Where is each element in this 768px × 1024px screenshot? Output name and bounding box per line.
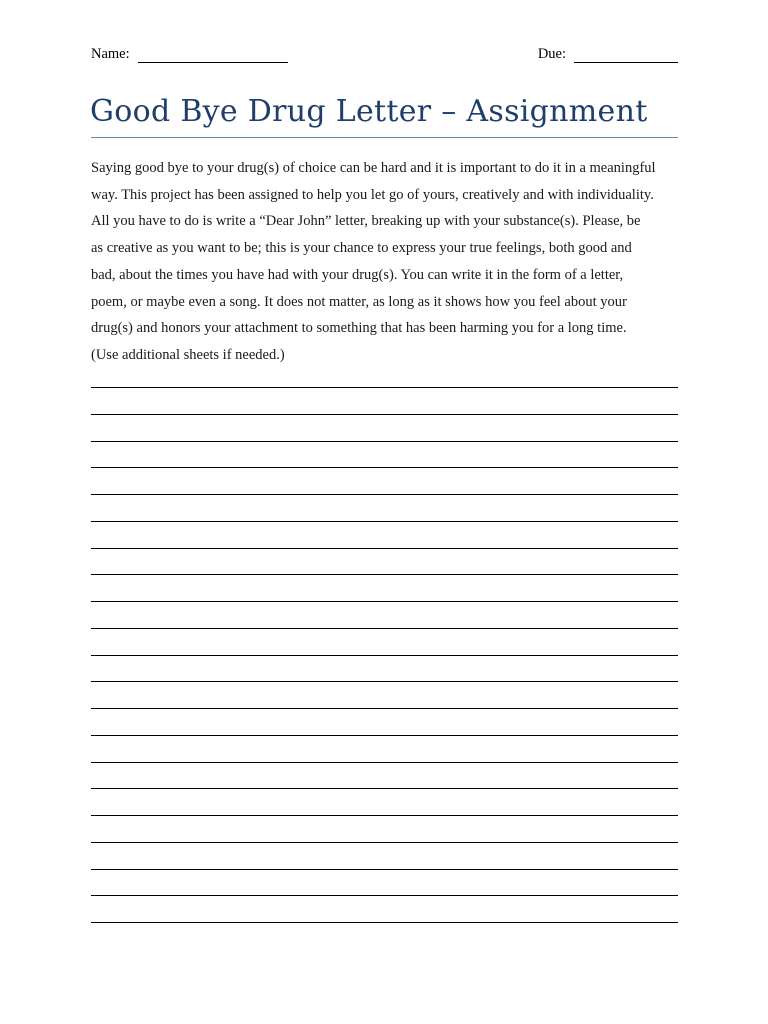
due-field [538, 46, 678, 63]
writing-line[interactable] [91, 869, 678, 870]
writing-line[interactable] [91, 574, 678, 575]
writing-line[interactable] [91, 788, 678, 789]
instructions-line: way. This project has been assigned to help you let go of yours, creatively and with individuality. [91, 186, 654, 203]
due-label: Due: [537, 46, 566, 62]
writing-line[interactable] [91, 815, 678, 816]
writing-line[interactable] [91, 922, 678, 923]
header-fields [91, 46, 678, 66]
instructions-line: All you have to do is write a “Dear John” letter, breaking up with your substance(s). Please, be [91, 213, 641, 230]
instructions-line: Saying good bye to your drug(s) of choice can be hard and it is important to do it in a meaningful [91, 160, 656, 176]
writing-line[interactable] [91, 762, 678, 763]
name-field [91, 46, 288, 63]
writing-line[interactable] [91, 655, 678, 656]
writing-line[interactable] [91, 681, 678, 682]
instructions-line: drug(s) and honors your attachment to something that has been harming you for a long time. [91, 320, 627, 337]
writing-line[interactable] [91, 387, 678, 388]
name-blank-line[interactable] [138, 46, 288, 63]
writing-line[interactable] [91, 842, 678, 843]
writing-line[interactable] [91, 708, 678, 709]
writing-line[interactable] [91, 521, 678, 522]
writing-line[interactable] [91, 735, 678, 736]
writing-line[interactable] [91, 494, 678, 495]
instructions-line: poem, or maybe even a song. It does not matter, as long as it shows how you feel about your [91, 293, 627, 310]
title-underline [91, 137, 678, 138]
writing-line[interactable] [91, 601, 678, 602]
writing-line[interactable] [91, 895, 678, 896]
instructions-line: as creative as you want to be; this is your chance to express your true feelings, both good and [91, 240, 632, 257]
instructions-line: (Use additional sheets if needed.) [91, 346, 285, 363]
due-blank-line[interactable] [574, 46, 678, 63]
writing-line[interactable] [91, 441, 678, 442]
name-label: Name: [91, 46, 130, 62]
instructions-paragraph [91, 155, 681, 369]
writing-line[interactable] [91, 414, 678, 415]
page-title: Good Bye Drug Letter – Assignment [90, 94, 648, 129]
instructions-line: bad, about the times you have had with your drug(s). You can write it in the form of a letter, [91, 266, 624, 283]
writing-line[interactable] [91, 628, 678, 629]
writing-line[interactable] [91, 548, 678, 549]
writing-line[interactable] [91, 467, 678, 468]
writing-area [91, 387, 678, 949]
